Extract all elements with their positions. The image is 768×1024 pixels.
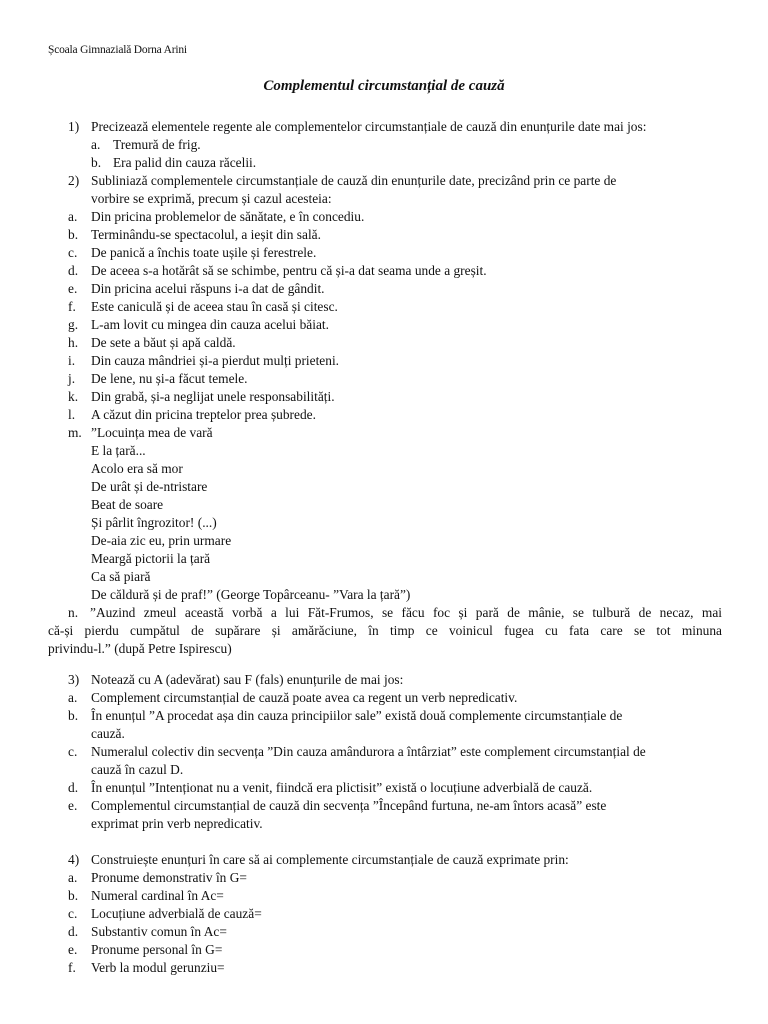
item-letter: m. <box>68 425 82 440</box>
exercise-number: 2) <box>68 173 80 188</box>
poem-line <box>0 532 768 550</box>
item-text: Din pricina acelui răspuns i-a dat de gândit. <box>91 281 325 296</box>
item-letter: a. <box>68 690 78 705</box>
list-item <box>0 298 768 316</box>
list-item <box>0 743 768 761</box>
list-item <box>0 280 768 298</box>
list-item-cont <box>0 725 768 743</box>
list-item <box>0 136 768 154</box>
item-text: A căzut din pricina treptelor prea șubrede. <box>91 407 316 422</box>
poem-text: De urât și de-ntristare <box>91 479 208 494</box>
list-item-cont <box>0 815 768 833</box>
item-letter: l. <box>68 407 76 422</box>
exercise-text: Subliniază complementele circumstanțiale de cauză din enunțurile date, precizând prin ce parte de <box>91 173 617 188</box>
item-text: De lene, nu și-a făcut temele. <box>91 371 248 386</box>
list-item <box>0 869 768 887</box>
list-item <box>0 334 768 352</box>
list-item <box>0 208 768 226</box>
item-text: Terminându-se spectacolul, a ieșit din sală. <box>91 227 321 242</box>
list-item <box>0 689 768 707</box>
item-text: Era palid din cauza răcelii. <box>113 155 257 170</box>
item-letter: k. <box>68 389 79 404</box>
item-text: L-am lovit cu mingea din cauza acelui băiat. <box>91 317 329 332</box>
exercise-text: Notează cu A (adevărat) sau F (fals) enunțurile de mai jos: <box>91 672 404 687</box>
list-item <box>0 959 768 977</box>
list-item <box>0 887 768 905</box>
item-text: În enunțul ”A procedat așa din cauza principiilor sale” există două complemente circumstanțiale de <box>91 708 623 723</box>
exercise-number: 1) <box>68 119 80 134</box>
item-text: Din pricina problemelor de sănătate, e în concediu. <box>91 209 365 224</box>
item-text: cauză. <box>91 726 125 741</box>
item-letter: n. <box>68 605 79 620</box>
exercise-4-prompt <box>0 851 768 869</box>
item-letter: a. <box>68 870 78 885</box>
item-letter: a. <box>91 137 101 152</box>
item-text: cauză în cazul D. <box>91 762 184 777</box>
exercise-number: 4) <box>68 852 80 867</box>
poem-line <box>0 568 768 586</box>
poem-text: Meargă pictorii la țară <box>91 551 211 566</box>
poem-text: Beat de soare <box>91 497 164 512</box>
list-item <box>0 905 768 923</box>
item-text: ”Locuința mea de vară <box>91 425 213 440</box>
list-item <box>0 388 768 406</box>
item-letter: d. <box>68 924 79 939</box>
poem-text: De-aia zic eu, prin urmare <box>91 533 232 548</box>
school-name: Școala Gimnazială Dorna Arini <box>48 44 187 56</box>
list-item <box>0 923 768 941</box>
list-item <box>0 707 768 725</box>
item-letter: a. <box>68 209 78 224</box>
item-letter: e. <box>68 281 78 296</box>
item-text: privindu-l.” (după Petre Ispirescu) <box>48 641 232 656</box>
item-text: Locuțiune adverbială de cauză= <box>91 906 262 921</box>
list-item-n-cont <box>0 622 768 640</box>
item-text: Numeralul colectiv din secvența ”Din cauza amândurora a întârziat” este complement circumstanțial de <box>91 744 646 759</box>
item-text: De sete a băut și apă caldă. <box>91 335 236 350</box>
item-letter: e. <box>68 942 78 957</box>
item-text: Din grabă, și-a neglijat unele responsabilități. <box>91 389 335 404</box>
item-text: Complement circumstanțial de cauză poate avea ca regent un verb nepredicativ. <box>91 690 518 705</box>
poem-text: E la țară... <box>91 443 146 458</box>
poem-line <box>0 514 768 532</box>
exercise-text: vorbire se exprimă, precum și cazul acesteia: <box>91 191 332 206</box>
exercise-3-prompt <box>0 671 768 689</box>
exercise-3 <box>0 671 768 833</box>
item-letter: c. <box>68 906 78 921</box>
poem-text: Acolo era să mor <box>91 461 183 476</box>
item-letter: d. <box>68 263 79 278</box>
exercise-1-prompt <box>0 118 768 136</box>
list-item <box>0 244 768 262</box>
exercise-1 <box>0 118 768 172</box>
list-item <box>0 154 768 172</box>
list-item <box>0 226 768 244</box>
item-letter: c. <box>68 245 78 260</box>
item-text: Complementul circumstanțial de cauză din secvența ”Începând furtuna, ne-am întors acasă” este <box>91 798 607 813</box>
item-text: De aceea s-a hotărât să se schimbe, pentru că și-a dat seama unde a greșit. <box>91 263 487 278</box>
list-item <box>0 370 768 388</box>
exercise-2-prompt <box>0 172 768 190</box>
item-letter: j. <box>68 371 76 386</box>
item-letter: i. <box>68 353 76 368</box>
item-letter: g. <box>68 317 79 332</box>
item-letter: d. <box>68 780 79 795</box>
exercise-2-prompt-cont <box>0 190 768 208</box>
poem-line <box>0 550 768 568</box>
item-letter: c. <box>68 744 78 759</box>
item-letter: h. <box>68 335 79 350</box>
item-text: Numeral cardinal în Ac= <box>91 888 224 903</box>
item-text: De panică a închis toate ușile și ferestrele. <box>91 245 317 260</box>
list-item <box>0 424 768 442</box>
poem-line <box>0 460 768 478</box>
item-text: Pronume personal în G= <box>91 942 223 957</box>
list-item <box>0 262 768 280</box>
list-item <box>0 406 768 424</box>
poem-text: De căldură și de praf!” (George Topârceanu- ”Vara la țară”) <box>91 587 411 602</box>
item-letter: b. <box>68 888 79 903</box>
item-text: Tremură de frig. <box>113 137 201 152</box>
item-text: Verb la modul gerunziu= <box>91 960 225 975</box>
item-letter: e. <box>68 798 78 813</box>
item-text: Din cauza mândriei și-a pierdut mulți prieteni. <box>91 353 340 368</box>
page-title: Complementul circumstanțial de cauză <box>263 78 505 94</box>
item-text: Este caniculă și de aceea stau în casă și citesc. <box>91 299 338 314</box>
list-item <box>0 797 768 815</box>
exercise-4 <box>0 851 768 977</box>
poem-line <box>0 442 768 460</box>
item-text: Substantiv comun în Ac= <box>91 924 227 939</box>
item-text: ”Auzind zmeul această vorbă a lui Făt-Frumos, se făcu foc și pară de mânie, se tulbură de necaz, mai <box>90 605 722 620</box>
item-text: Pronume demonstrativ în G= <box>91 870 247 885</box>
list-item-n <box>0 604 768 622</box>
item-text: exprimat prin verb nepredicativ. <box>91 816 263 831</box>
item-letter: f. <box>68 299 76 314</box>
list-item-n-cont <box>0 640 768 658</box>
item-text: că-și pierdu cumpătul de supărare și amărăciune, în timp ce voinicul fugea cu fata care se tot minuna <box>48 623 722 638</box>
list-item <box>0 779 768 797</box>
exercise-2 <box>0 172 768 658</box>
poem-line <box>0 478 768 496</box>
item-letter: b. <box>68 227 79 242</box>
list-item <box>0 941 768 959</box>
item-text: În enunțul ”Intenționat nu a venit, fiindcă era plictisit” există o locuțiune adverbială de cauză. <box>91 780 593 795</box>
poem-text: Ca să piară <box>91 569 151 584</box>
list-item <box>0 352 768 370</box>
poem-text: Și pârlit îngrozitor! (...) <box>91 515 217 530</box>
list-item-cont <box>0 761 768 779</box>
exercise-text: Precizează elementele regente ale complementelor circumstanțiale de cauză din enunțurile date mai jos: <box>91 119 647 134</box>
exercise-text: Construiește enunțuri în care să ai complemente circumstanțiale de cauză exprimate prin: <box>91 852 569 867</box>
exercise-number: 3) <box>68 672 80 687</box>
item-letter: b. <box>91 155 102 170</box>
poem-line <box>0 586 768 604</box>
poem-line <box>0 496 768 514</box>
item-letter: f. <box>68 960 76 975</box>
list-item <box>0 316 768 334</box>
item-letter: b. <box>68 708 79 723</box>
